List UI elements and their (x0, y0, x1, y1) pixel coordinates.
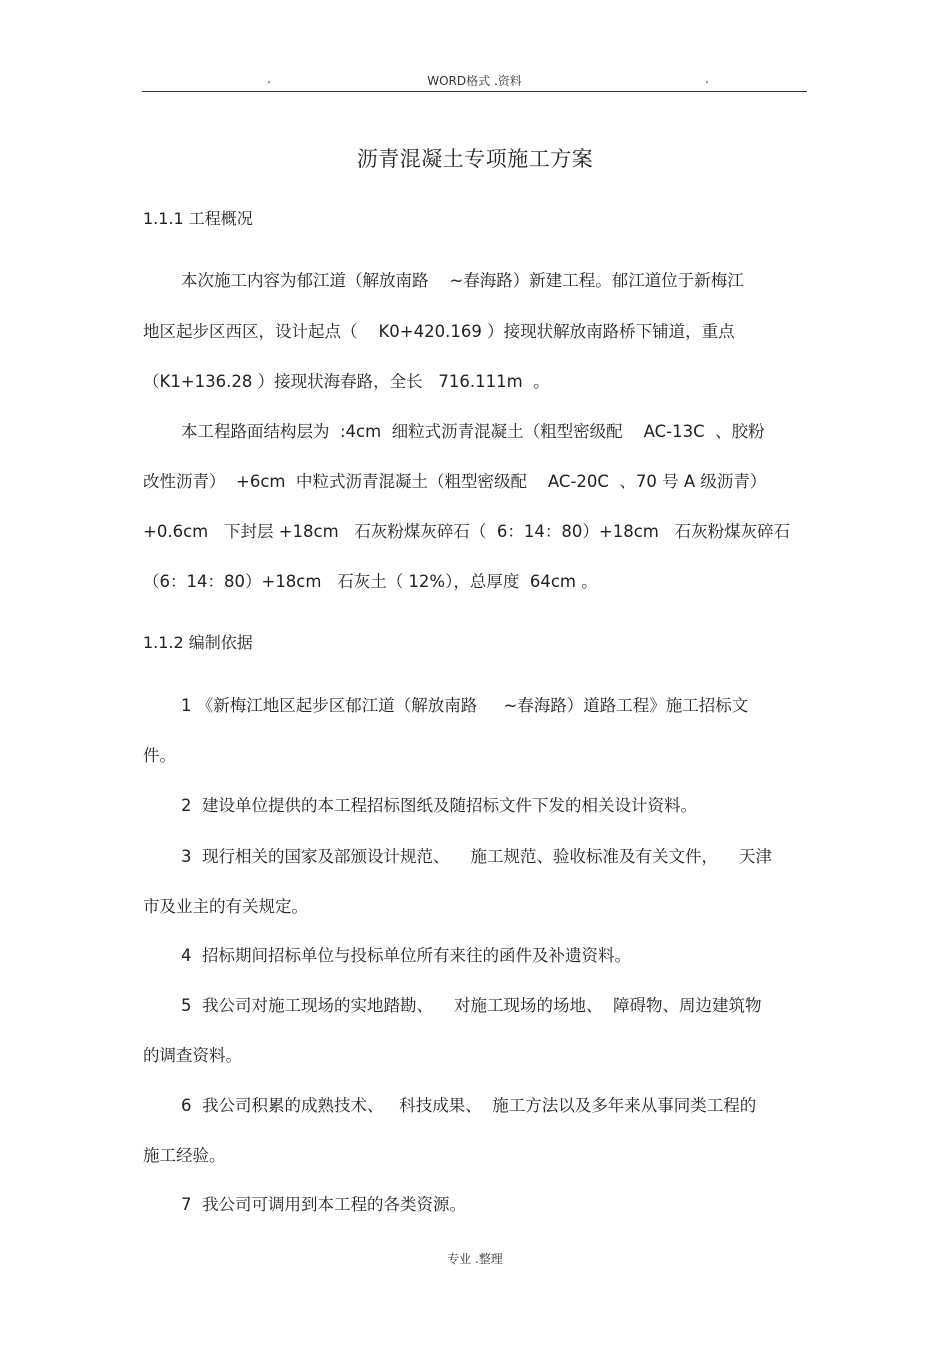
page-footer: 专业 .整理 (447, 1252, 503, 1266)
list-item: 3 现行相关的国家及部颁设计规范、 施工规范、验收标准及有关文件， 天津 (181, 847, 772, 866)
list-item-continuation: 市及业主的有关规定。 (143, 897, 308, 916)
list-item-continuation: 施工经验。 (143, 1146, 226, 1165)
list-item: 4 招标期间招标单位与投标单位所有来往的函件及补遗资料。 (181, 946, 631, 965)
list-item: 5 我公司对施工现场的实地踏勘、 对施工现场的场地、 障碍物、周边建筑物 (181, 996, 762, 1015)
list-item: 7 我公司可调用到本工程的各类资源。 (181, 1195, 466, 1214)
section-heading-basis: 1.1.2 编制依据 (143, 633, 253, 652)
list-item: 1 《新梅江地区起步区郁江道（解放南路 ~春海路）道路工程》施工招标文 (181, 696, 749, 715)
header-right-mark: . (705, 72, 709, 86)
paragraph-line: 改性沥青） +6cm 中粒式沥青混凝土（粗型密级配 AC-20C 、70 号 A 级沥青） (143, 472, 767, 491)
list-item-continuation: 件。 (143, 746, 176, 765)
document-title: 沥青混凝土专项施工方案 (356, 147, 594, 171)
paragraph-line: +0.6cm 下封层 +18cm 石灰粉煤灰碎石（ 6：14：80）+18cm 石灰粉煤灰碎石 (143, 522, 791, 541)
page-header (142, 68, 807, 92)
list-item-continuation: 的调查资料。 (143, 1046, 242, 1065)
list-item: 2 建设单位提供的本工程招标图纸及随招标文件下发的相关设计资料。 (181, 796, 697, 815)
section-heading-overview: 1.1.1 工程概况 (143, 209, 253, 228)
paragraph-line: 本工程路面结构层为 :4cm 细粒式沥青混凝土（粗型密级配 AC-13C 、胶粉 (181, 422, 765, 441)
header-title: WORD格式 .资料 (427, 74, 522, 88)
paragraph-line: （6：14：80）+18cm 石灰土（ 12%），总厚度 64cm 。 (143, 572, 598, 591)
paragraph-line: 本次施工内容为郁江道（解放南路 ~春海路）新建工程。郁江道位于新梅江 (181, 271, 744, 290)
list-item: 6 我公司积累的成熟技术、 科技成果、 施工方法以及多年来从事同类工程的 (181, 1096, 757, 1115)
paragraph-line: （K1+136.28 ）接现状海春路，全长 716.111m 。 (143, 372, 550, 391)
header-left-mark: . (267, 72, 271, 86)
paragraph-line: 地区起步区西区，设计起点（ K0+420.169 ）接现状解放南路桥下铺道，重点 (143, 322, 735, 341)
